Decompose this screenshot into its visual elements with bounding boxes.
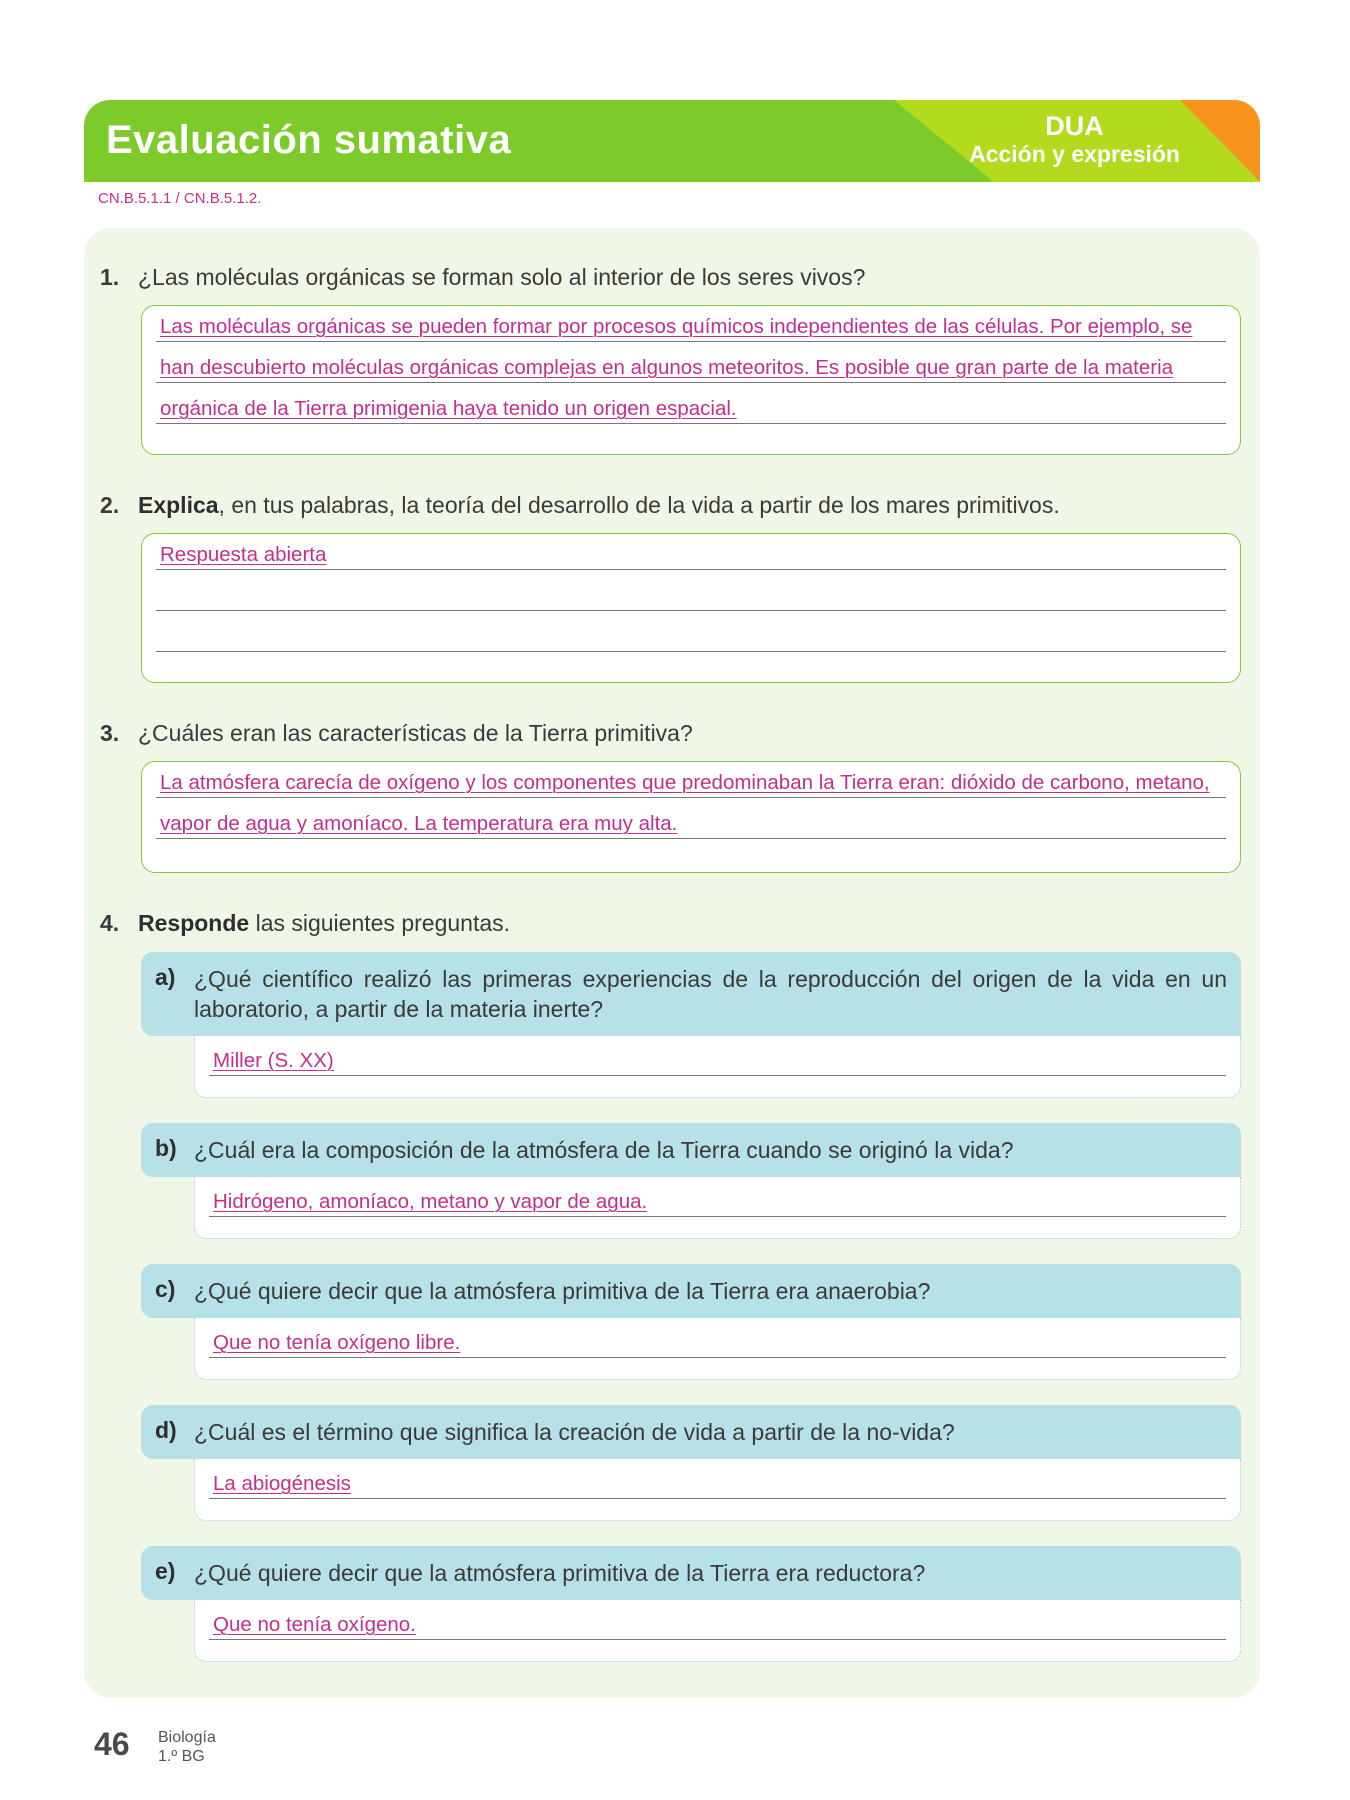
answer-line [209,1469,1226,1499]
answer-box-3[interactable] [141,761,1241,873]
question-verb: Explica [138,492,219,518]
question-number: 2. [100,492,120,518]
subquestion-b [141,1123,1241,1239]
subquestion-text: ¿Cuál es el término que significa la creación de vida a partir de la no-vida? [194,1419,955,1445]
page-title: Evaluación sumativa [106,118,512,162]
subject-name: Biología [158,1729,216,1746]
subquestion-e [141,1546,1241,1662]
answer-line [209,1610,1226,1640]
answer-text: Respuesta abierta [160,543,327,566]
answer-line [156,312,1226,342]
subquestion-prompt [141,1405,1241,1459]
answer-text: vapor de agua y amoníaco. La temperatura era muy alta. [160,812,678,835]
subquestion-answer-box[interactable] [194,1600,1241,1662]
answer-line [156,768,1226,798]
question-number: 3. [100,720,120,746]
question-verb: Responde [138,910,250,936]
subquestion-prompt [141,952,1241,1036]
answer-text: Hidrógeno, amoníaco, metano y vapor de agua. [213,1190,648,1213]
subquestion-prompt [141,1123,1241,1177]
dua-label: DUA [1045,111,1104,141]
answer-line [156,809,1226,839]
subquestion-text: ¿Qué quiere decir que la atmósfera primitiva de la Tierra era reductora? [194,1560,926,1586]
subquestion-letter: a) [155,964,176,990]
dua-badge [969,112,1180,168]
answer-line [156,353,1226,383]
grade-level: 1.º BG [158,1748,205,1765]
subquestion-a [141,952,1241,1098]
subquestion-letter: d) [155,1417,177,1443]
subquestion-text: ¿Cuál era la composición de la atmósfera de la Tierra cuando se originó la vida? [194,1137,1014,1163]
page-number: 46 [94,1726,130,1762]
subquestion-answer-box[interactable] [194,1459,1241,1521]
answer-text: Miller (S. XX) [213,1049,334,1072]
question-text: ¿Las moléculas orgánicas se forman solo al interior de los seres vivos? [138,264,866,290]
answer-line [156,622,1226,652]
question-text: ¿Cuáles eran las características de la Tierra primitiva? [138,720,693,746]
header-banner [84,100,1260,182]
footer-subject [158,1728,216,1766]
question-2 [100,492,1060,519]
answer-text: Que no tenía oxígeno. [213,1613,416,1636]
question-number: 1. [100,264,120,290]
question-3 [100,720,693,747]
question-text: las siguientes preguntas. [249,910,511,936]
subquestion-text: ¿Qué quiere decir que la atmósfera primitiva de la Tierra era anaerobia? [194,1278,931,1304]
answer-line [156,394,1226,424]
answer-line [209,1187,1226,1217]
answer-text: La atmósfera carecía de oxígeno y los componentes que predominaban la Tierra eran: dióxido de carbono, metano, [160,771,1210,794]
answer-line [209,1328,1226,1358]
subquestion-letter: e) [155,1558,176,1584]
question-text: , en tus palabras, la teoría del desarrollo de la vida a partir de los mares primitivos. [218,492,1060,518]
curriculum-code: CN.B.5.1.1 / CN.B.5.1.2. [98,190,262,207]
question-number: 4. [100,910,120,936]
answer-text: han descubierto moléculas orgánicas complejas en algunos meteoritos. Es posible que gran parte de la materia [160,356,1174,379]
subquestion-text: ¿Qué científico realizó las primeras experiencias de la reproducción del origen de la vida en un laboratorio, a partir de la materia inerte? [194,966,1227,1022]
answer-box-1[interactable] [141,305,1241,455]
answer-text: Que no tenía oxígeno libre. [213,1331,461,1354]
subquestion-answer-box[interactable] [194,1318,1241,1380]
subquestion-c [141,1264,1241,1380]
dua-subtitle: Acción y expresión [969,141,1180,167]
subquestion-answer-box[interactable] [194,1036,1241,1098]
subquestion-prompt [141,1546,1241,1600]
answer-box-2[interactable] [141,533,1241,683]
question-4 [100,910,510,937]
answer-text: orgánica de la Tierra primigenia haya tenido un origen espacial. [160,397,737,420]
subquestion-d [141,1405,1241,1521]
answer-line [156,540,1226,570]
answer-text: Las moléculas orgánicas se pueden formar por procesos químicos independientes de las células. Por ejemplo, se [160,315,1193,338]
subquestion-answer-box[interactable] [194,1177,1241,1239]
subquestion-prompt [141,1264,1241,1318]
answer-line [156,581,1226,611]
subquestion-letter: c) [155,1276,176,1302]
answer-line [209,1046,1226,1076]
answer-text: La abiogénesis [213,1472,351,1495]
subquestion-letter: b) [155,1135,177,1161]
question-1 [100,264,865,291]
